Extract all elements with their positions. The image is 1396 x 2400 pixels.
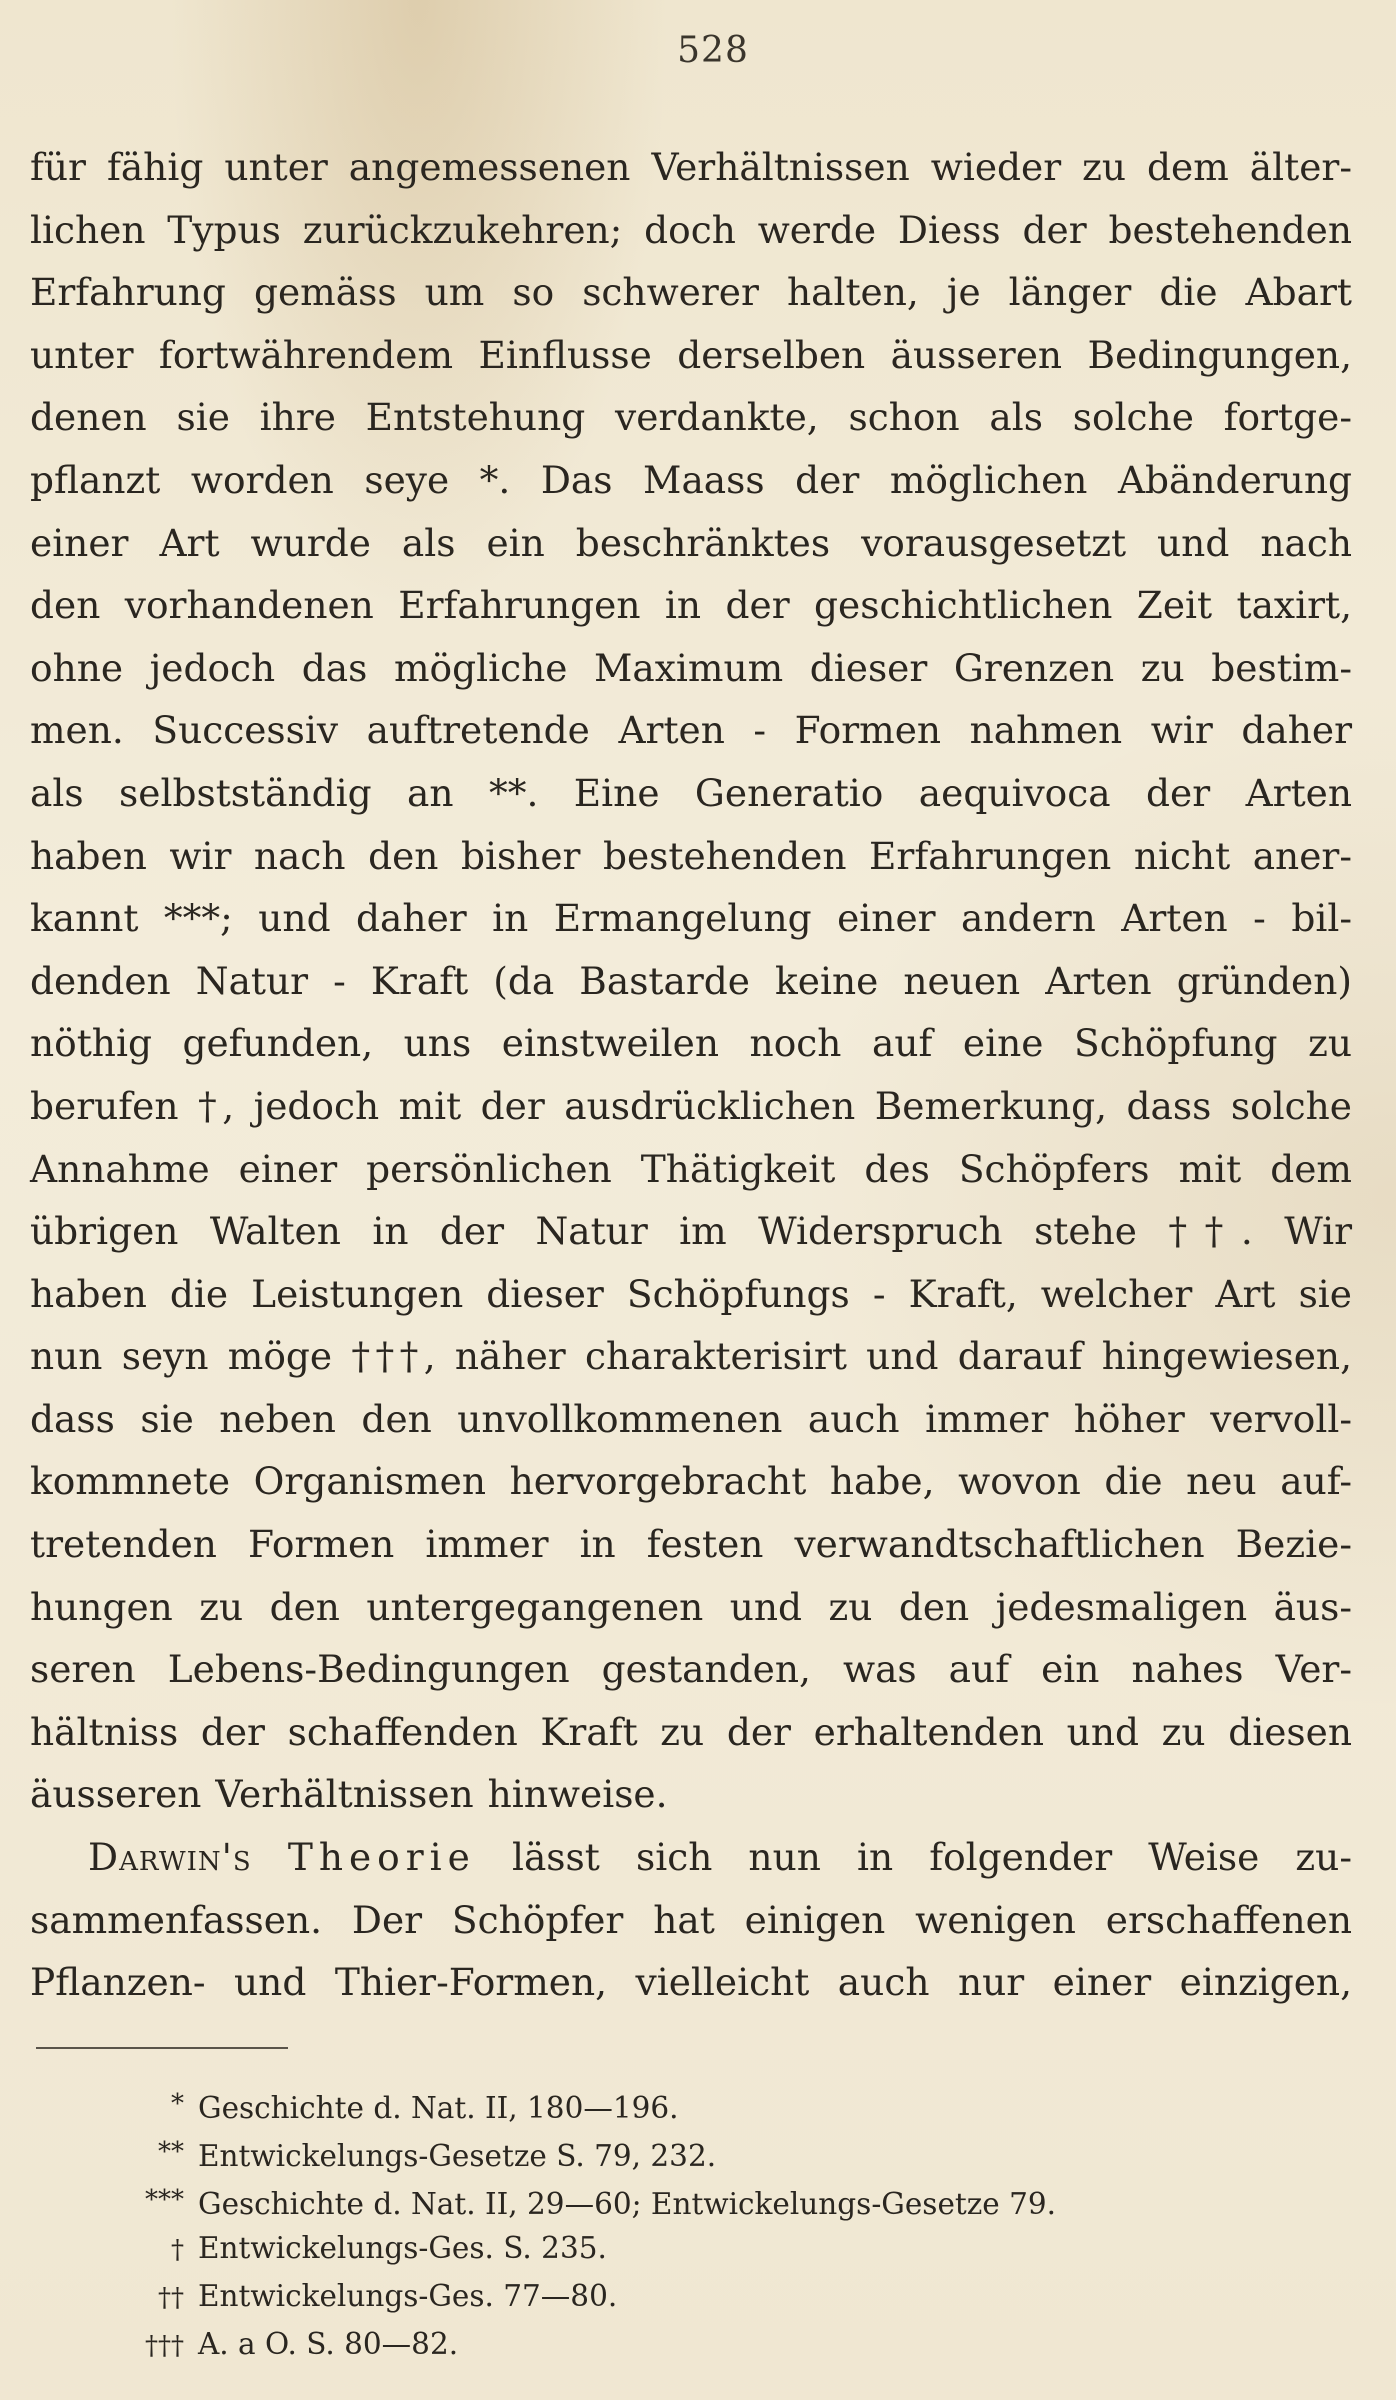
footnote-divider (36, 2047, 288, 2049)
text-line: den vorhandenen Erfahrungen in der geschichtlichen Zeit taxirt, (30, 583, 1352, 628)
footnote-text: Geschichte d. Nat. II, 29—60; Entwickelungs-Gesetze 79. (198, 2187, 1057, 2221)
text-line: denen sie ihre Entstehung verdankte, schon als solche fortge- (30, 395, 1352, 440)
footnote-text: Geschichte d. Nat. II, 180—196. (198, 2091, 679, 2125)
text-line: dass sie neben den unvollkommenen auch immer höher vervoll- (30, 1396, 1352, 1441)
text-line: seren Lebens-Bedingungen gestanden, was auf ein nahes Ver- (30, 1647, 1352, 1692)
text-line: Annahme einer persönlichen Thätigkeit des Schöpfers mit dem (30, 1146, 1352, 1191)
text-line: übrigen Walten in der Natur im Widerspruch stehe ††. Wir (30, 1209, 1352, 1254)
text-line: nun seyn möge †††, näher charakterisirt und darauf hingewiesen, (30, 1334, 1352, 1379)
text-line: hältniss der schaffenden Kraft zu der erhaltenden und zu diesen (30, 1709, 1352, 1754)
text-line: haben wir nach den bisher bestehenden Erfahrungen nicht aner- (30, 833, 1352, 878)
main-text (30, 136, 1352, 2014)
footnote (30, 2176, 1330, 2224)
text-line: unter fortwährendem Einflusse derselben äusseren Bedingungen, (30, 332, 1352, 377)
text-line: Erfahrung gemäss um so schwerer halten, je länger die Abart (30, 270, 1352, 315)
text-line: men. Successiv auftretende Arten - Formen nahmen wir daher (30, 708, 1352, 753)
text-line: als selbstständig an **. Eine Generatio aequivoca der Arten (30, 770, 1352, 815)
footnote-mark: * (171, 2089, 184, 2119)
footnote (30, 2320, 1330, 2368)
text-line: äusseren Verhältnissen hinweise. (30, 1772, 668, 1817)
text-line: einer Art wurde als ein beschränktes vorausgesetzt und nach (30, 520, 1352, 565)
footnote (30, 2128, 1330, 2176)
footnote-text: Entwickelungs-Gesetze S. 79, 232. (198, 2139, 717, 2173)
text-line: hungen zu den untergegangenen und zu den jedesmaligen äus- (30, 1584, 1352, 1629)
text-line: ohne jedoch das mögliche Maximum dieser Grenzen zu bestim- (30, 645, 1352, 690)
text-line: für fähig unter angemessenen Verhältnissen wieder zu dem älter- (30, 145, 1352, 189)
footnote-mark: †† (158, 2283, 184, 2313)
text-line: pflanzt worden seye *. Das Maass der möglichen Abänderung (30, 457, 1352, 502)
footnote-mark: *** (145, 2185, 184, 2215)
text-line: kommnete Organismen hervorgebracht habe, wovon die neu auf- (30, 1459, 1352, 1504)
text-line: nöthig gefunden, uns einstweilen noch auf eine Schöpfung zu (30, 1021, 1352, 1066)
text-line: denden Natur - Kraft (da Bastarde keine neuen Arten gründen) (30, 958, 1352, 1003)
paragraph-start-line (30, 1826, 1352, 1889)
text-line: haben die Leistungen dieser Schöpfungs - Kraft, welcher Art sie (30, 1271, 1352, 1316)
emphasized-word: Theorie (287, 1835, 476, 1880)
author-name: Darwin's (88, 1835, 252, 1880)
text-line: lichen Typus zurückzukehren; doch werde Diess der bestehenden (30, 207, 1352, 252)
text-line: sammenfassen. Der Schöpfer hat einigen wenigen erschaffenen (30, 1897, 1352, 1942)
book-page (30, 0, 1350, 2400)
footnote-mark: † (171, 2235, 184, 2265)
footnotes (30, 2080, 1330, 2368)
text-line: tretenden Formen immer in festen verwandtschaftlichen Bezie- (30, 1522, 1352, 1567)
footnote (30, 2224, 1330, 2272)
text-fragment: lässt sich nun in folgender Weise zu- (511, 1835, 1352, 1880)
page-number: 528 (677, 30, 749, 71)
footnote (30, 2080, 1330, 2128)
footnote-mark: ** (158, 2137, 184, 2167)
text-line: Pflanzen- und Thier-Formen, vielleicht auch nur einer einzigen, (30, 1960, 1352, 2005)
footnote-text: Entwickelungs-Ges. S. 235. (198, 2231, 607, 2265)
footnote-mark: ††† (145, 2331, 184, 2361)
footnote-text: Entwickelungs-Ges. 77—80. (198, 2279, 618, 2313)
text-line: berufen †, jedoch mit der ausdrücklichen Bemerkung, dass solche (30, 1083, 1352, 1128)
text-line: kannt ***; und daher in Ermangelung einer andern Arten - bil- (30, 896, 1352, 941)
footnote (30, 2272, 1330, 2320)
footnote-text: A. a O. S. 80—82. (198, 2327, 459, 2361)
